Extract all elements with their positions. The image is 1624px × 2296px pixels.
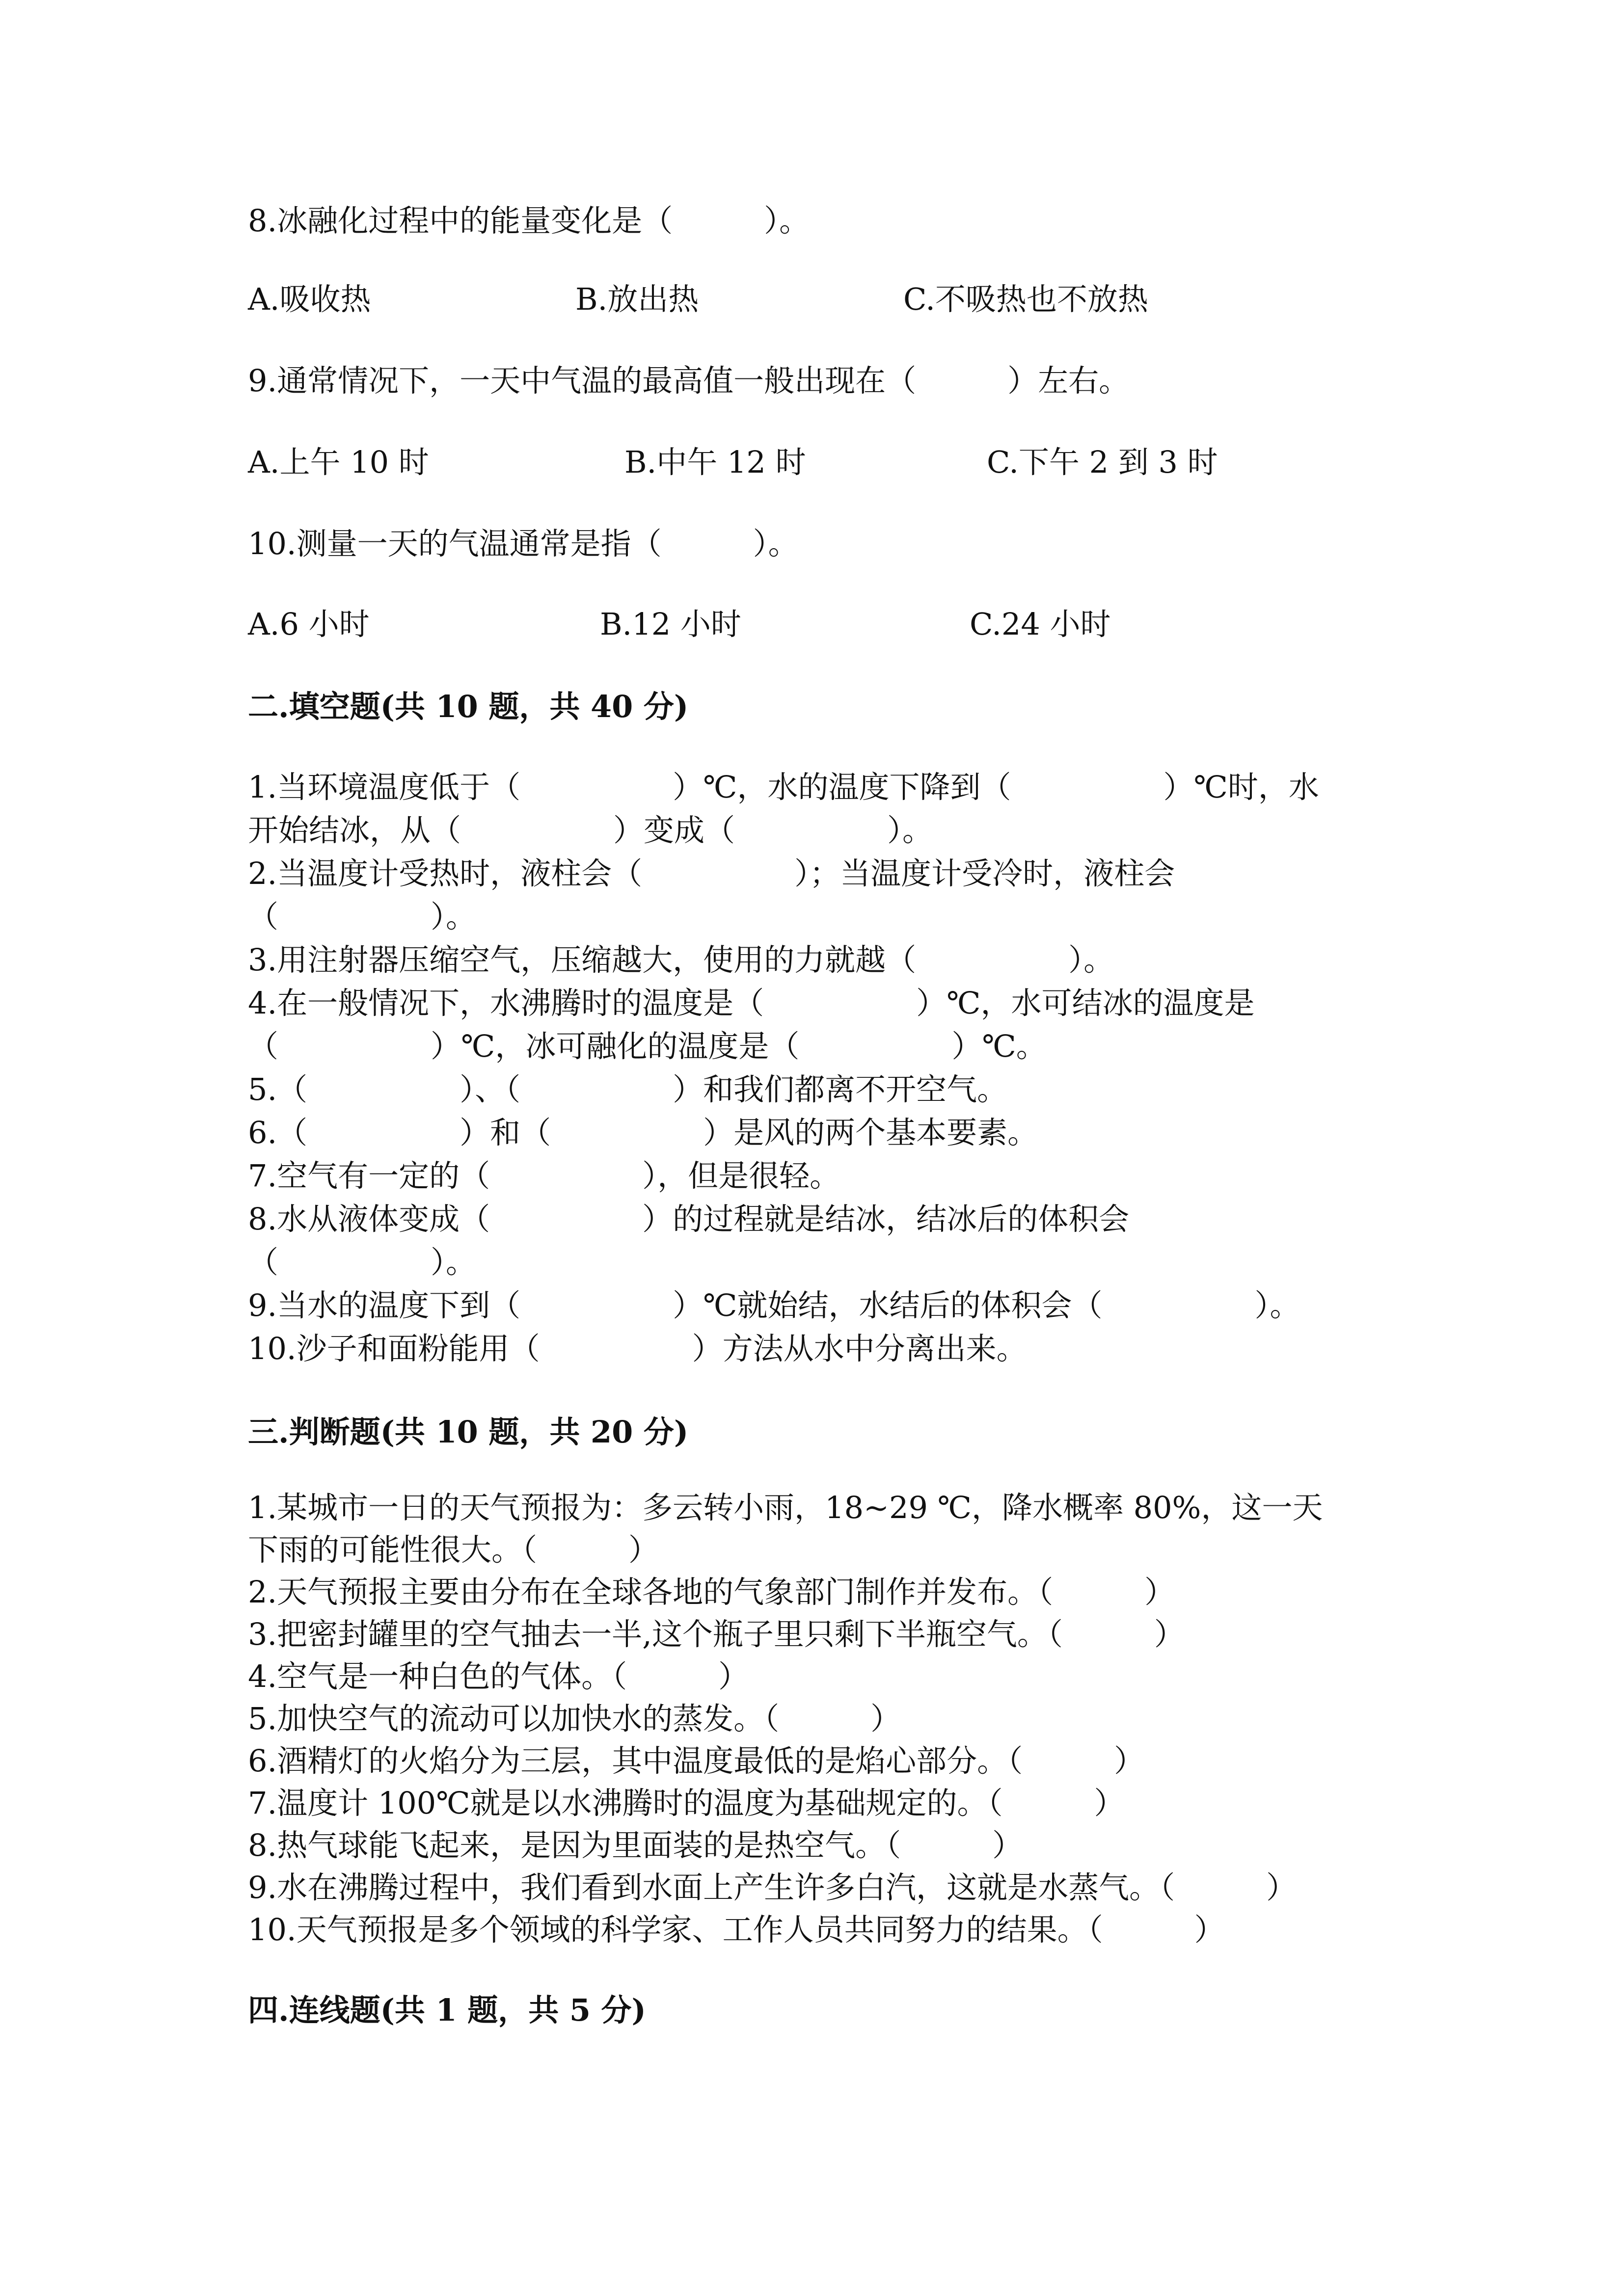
- question-10-option-c: C.24 小时: [970, 606, 1111, 642]
- question-9-stem: 9.通常情况下，一天中气温的最高值一般出现在（ ）左右。: [248, 363, 1130, 399]
- fill-line: 3.用注射器压缩空气，压缩越大，使用的力就越（ ）。: [248, 942, 1114, 978]
- section-3-title: 三.判断题(共 10 题，共 20 分): [248, 1414, 689, 1450]
- fill-line: 10.沙子和面粉能用（ ）方法从水中分离出来。: [248, 1331, 1027, 1366]
- judge-line: 下雨的可能性很大。（ ）: [248, 1532, 659, 1568]
- judge-line: 3.把密封罐里的空气抽去一半,这个瓶子里只剩下半瓶空气。（ ）: [248, 1616, 1185, 1652]
- judge-line: 4.空气是一种白色的气体。（ ）: [248, 1658, 749, 1694]
- judge-line: 6.酒精灯的火焰分为三层，其中温度最低的是焰心部分。（ ）: [248, 1743, 1145, 1779]
- fill-line: 开始结冰，从（ ）变成（ ）。: [248, 812, 933, 848]
- fill-line: 6.（ ）和（ ）是风的两个基本要素。: [248, 1115, 1038, 1150]
- judge-line: 1.某城市一日的天气预报为：多云转小雨，18~29 ℃，降水概率 80%，这一天: [248, 1490, 1323, 1525]
- fill-line: （ ）。: [248, 1244, 477, 1280]
- question-10-option-a: A.6 小时: [248, 606, 370, 642]
- section-4-title: 四.连线题(共 1 题，共 5 分): [248, 1992, 646, 2028]
- fill-line: 7.空气有一定的（ ），但是很轻。: [248, 1158, 840, 1194]
- fill-line: （ ）℃，冰可融化的温度是（ ）℃。: [248, 1028, 1047, 1064]
- judge-line: 2.天气预报主要由分布在全球各地的气象部门制作并发布。（ ）: [248, 1574, 1175, 1610]
- question-8-stem: 8.冰融化过程中的能量变化是（ ）。: [248, 203, 810, 239]
- question-9-option-b: B.中午 12 时: [624, 444, 806, 480]
- question-8-option-c: C.不吸热也不放热: [903, 281, 1148, 317]
- fill-line: 4.在一般情况下，水沸腾时的温度是（ ）℃，水可结冰的温度是: [248, 985, 1255, 1021]
- judge-line: 5.加快空气的流动可以加快水的蒸发。（ ）: [248, 1701, 901, 1736]
- fill-line: 5.（ ）、（ ）和我们都离不开空气。: [248, 1071, 1008, 1107]
- question-10-option-b: B.12 小时: [600, 606, 741, 642]
- fill-line: 1.当环境温度低于（ ）℃，水的温度下降到（ ）℃时，水: [248, 769, 1319, 805]
- fill-line: 9.当水的温度下到（ ）℃就始结，水结后的体积会（ ）。: [248, 1287, 1300, 1323]
- judge-line: 8.热气球能飞起来，是因为里面装的是热空气。（ ）: [248, 1827, 1023, 1863]
- fill-line: 8.水从液体变成（ ）的过程就是结冰，结冰后的体积会: [248, 1201, 1130, 1237]
- question-8-option-b: B.放出热: [575, 281, 699, 317]
- question-10-stem: 10.测量一天的气温通常是指（ ）。: [248, 526, 799, 561]
- fill-line: 2.当温度计受热时，液柱会（ ）；当温度计受冷时，液柱会: [248, 855, 1175, 891]
- question-9-option-a: A.上午 10 时: [248, 444, 429, 480]
- judge-line: 9.水在沸腾过程中，我们看到水面上产生许多白汽，这就是水蒸气。（ ）: [248, 1869, 1297, 1905]
- section-2-title: 二.填空题(共 10 题，共 40 分): [248, 689, 689, 724]
- judge-line: 10.天气预报是多个领域的科学家、工作人员共同努力的结果。（ ）: [248, 1912, 1225, 1948]
- fill-line: （ ）。: [248, 899, 477, 934]
- question-9-option-c: C.下午 2 到 3 时: [987, 444, 1218, 480]
- judge-line: 7.温度计 100℃就是以水沸腾时的温度为基础规定的。（ ）: [248, 1785, 1125, 1821]
- question-8-option-a: A.吸收热: [248, 281, 371, 317]
